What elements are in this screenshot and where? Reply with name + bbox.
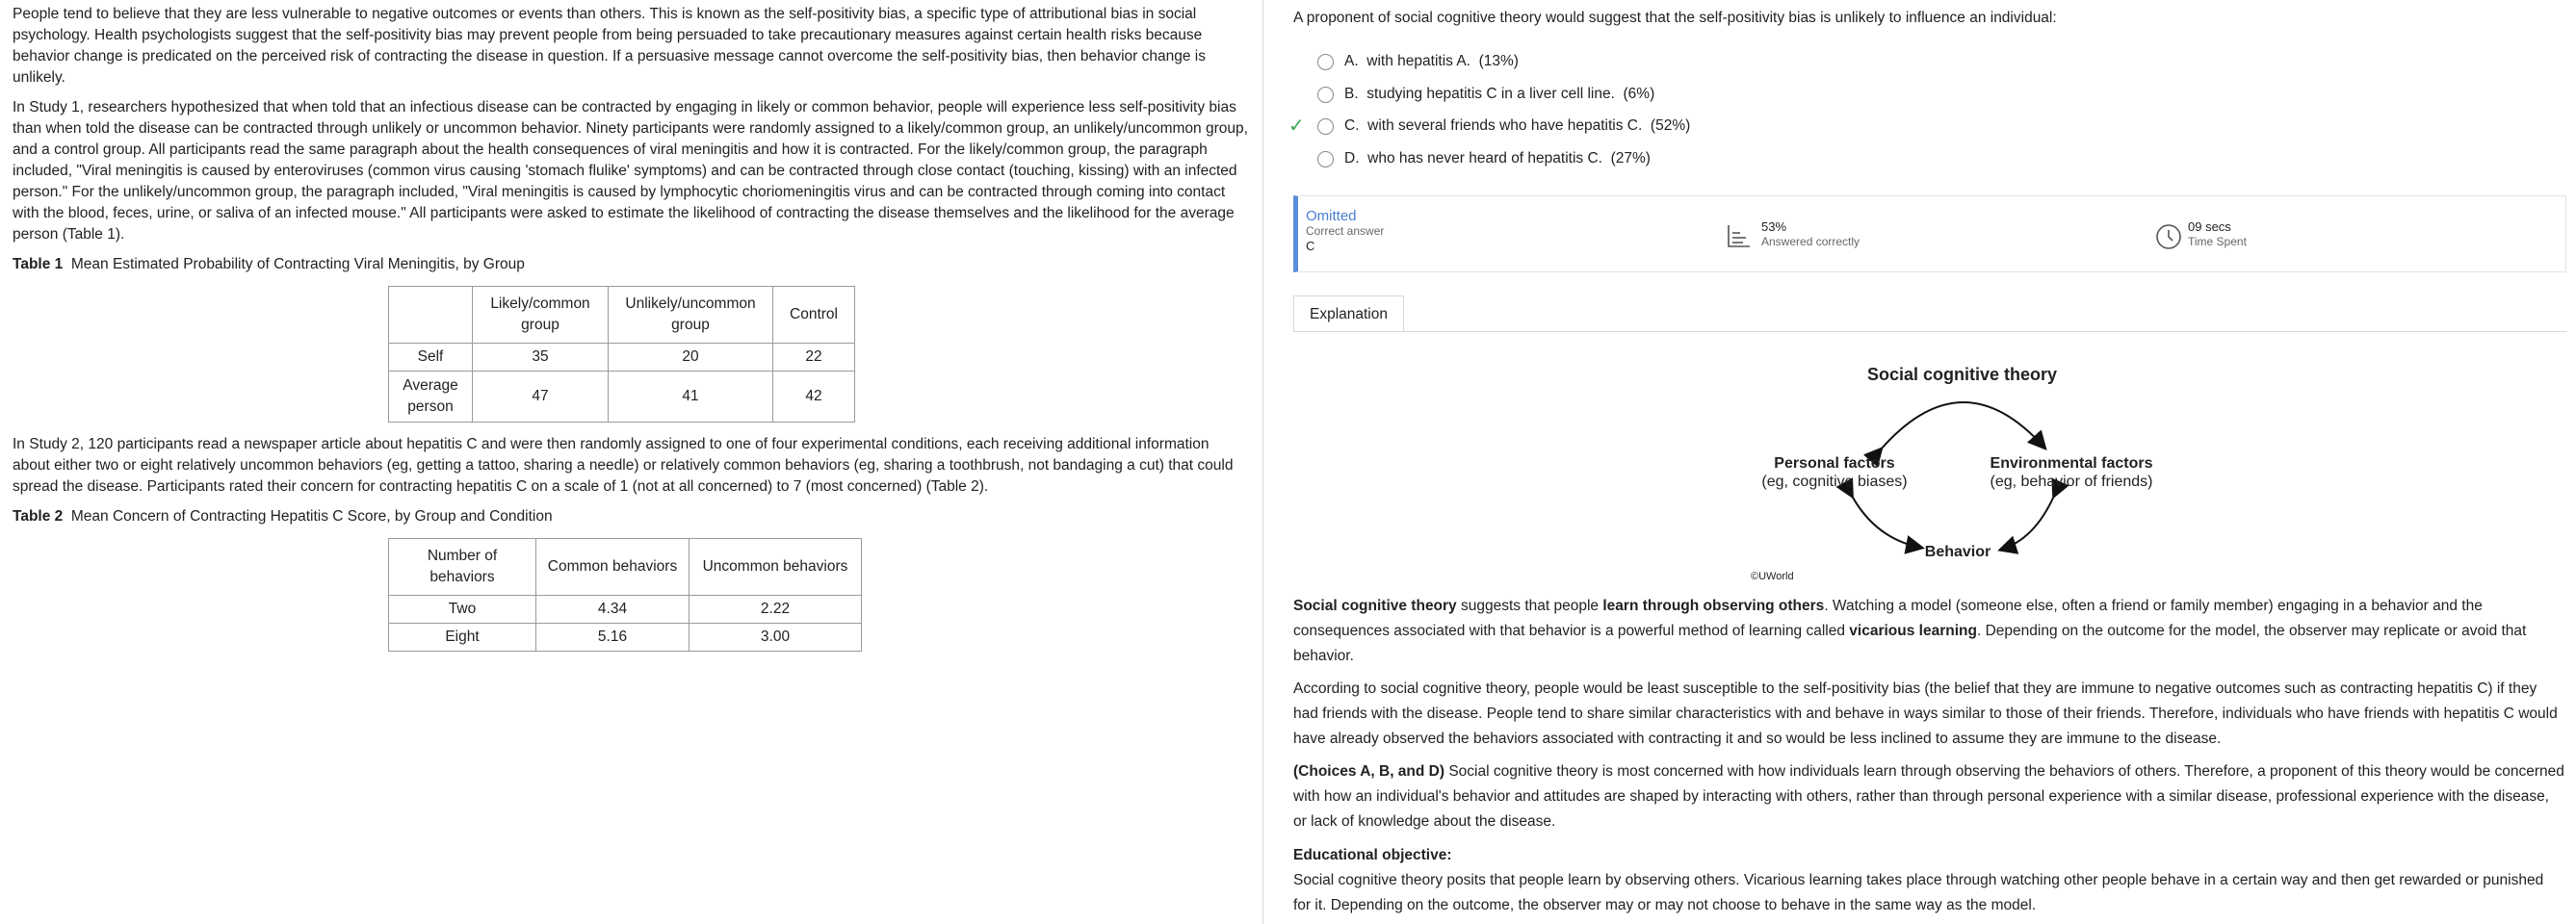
status-label: Omitted (1306, 208, 1357, 224)
choice-letter: A. (1344, 53, 1359, 69)
percent-value: 53% (1761, 219, 1787, 234)
environmental-factors-example: (eg, behavior of friends) (1990, 474, 2153, 490)
bold-term: learn through observing others (1602, 598, 1825, 614)
stats-bar (1293, 195, 2566, 272)
explanation-paragraph-1 (1293, 594, 2564, 669)
social-cognitive-diagram (1707, 351, 2227, 592)
choice-letter: D. (1344, 150, 1360, 167)
choice-text: with several friends who have hepatitis C. (1367, 117, 1643, 134)
personal-factors-label: Personal factors (1774, 455, 1895, 472)
explanation-text: . Watching a model (someone else, often a friend or family member) engaging in a behavior and the consequences associated with that behavior is a powerful method of learning called (1293, 598, 2483, 639)
correct-answer-value: C (1306, 239, 1315, 253)
answer-choice-b[interactable] (1317, 84, 1654, 105)
table1-cell: 47 (473, 372, 609, 423)
choice-percent: (13%) (1478, 53, 1519, 69)
bold-term: (Choices A, B, and D) (1293, 763, 1445, 780)
table1-header-unlikely: Unlikely/uncommon group (609, 287, 773, 344)
table2-title: Mean Concern of Contracting Hepatitis C Score, by Group and Condition (70, 508, 553, 525)
answer-choice-a[interactable] (1317, 51, 1519, 72)
choice-text: with hepatitis A. (1366, 53, 1470, 69)
table2-cell: 3.00 (690, 624, 862, 652)
table1-cell: 42 (773, 372, 855, 423)
table2-cell: 2.22 (690, 596, 862, 624)
personal-factors-example: (eg, cognitive biases) (1761, 474, 1908, 490)
radio-button[interactable] (1317, 118, 1334, 135)
educational-objective-text: Social cognitive theory posits that people learn by observing others. Vicarious learning takes place through watching other people behave in a certain way and then get rewarded or punished for it. Depending on the outcome, the observer may or may not choose to behave in the same way as the model. (1293, 872, 2544, 913)
radio-button[interactable] (1317, 54, 1334, 70)
arrow-personal-environmental (1881, 402, 2044, 449)
table1 (388, 286, 855, 423)
table-row (389, 344, 855, 372)
table2-caption (13, 506, 1262, 527)
choice-text: who has never heard of hepatitis C. (1367, 150, 1602, 167)
environmental-factors-node (1975, 454, 2168, 491)
diagram-title: Social cognitive theory (1867, 365, 2058, 384)
table1-header-likely: Likely/common group (473, 287, 609, 344)
table2-cell: 4.34 (536, 596, 690, 624)
table2 (388, 538, 862, 652)
table2-label: Table 2 (13, 508, 64, 525)
table1-title: Mean Estimated Probability of Contracting Viral Meningitis, by Group (70, 256, 525, 272)
table2-header-uncommon: Uncommon behaviors (690, 539, 862, 596)
passage-paragraph-1: People tend to believe that they are less vulnerable to negative outcomes or events than others. This is known as the self-positivity bias, a specific type of attributional bias in social psychology. Health psychologists suggest that the self-positivity bias may prevent people from being persuaded to take precautionary measures against certain health risks because behavior change is predicated on the perceived risk of contracting the disease in question. If a persuasive message cannot overcome the self-positivity bias, then behavior change is unlikely. (13, 6, 1206, 86)
time-label: Time Spent (2188, 235, 2247, 248)
table1-cell: 20 (609, 344, 773, 372)
answer-choice-d[interactable] (1317, 148, 1651, 169)
clock-icon (2155, 223, 2182, 250)
radio-button[interactable] (1317, 151, 1334, 167)
table1-header-empty (389, 287, 473, 344)
choice-percent: (52%) (1650, 117, 1691, 134)
table1-caption (13, 254, 1262, 275)
copyright-text: ©UWorld (1751, 571, 1794, 582)
percent-label: Answered correctly (1761, 235, 1860, 248)
table1-cell: Average person (389, 372, 473, 423)
choice-percent: (6%) (1623, 86, 1655, 102)
choice-letter: B. (1344, 86, 1359, 102)
correct-answer-label: Correct answer (1306, 224, 1385, 238)
table-row (389, 624, 862, 652)
bold-term: vicarious learning (1849, 623, 1977, 639)
explanation-paragraph-2: According to social cognitive theory, people would be least susceptible to the self-positivity bias (the belief that they are immune to negative outcomes such as contracting hepatitis C) if they had friends with the disease. People tend to share similar characteristics with and behave in ways similar to those of their friends. Therefore, individuals who have friends with hepatitis C would have already observed the behaviors associated with contracting it and so would be less inclined to assume they are immune to the disease. (1293, 680, 2558, 747)
question-pane (1264, 0, 2576, 924)
radio-button[interactable] (1317, 87, 1334, 103)
bar-chart-icon (1727, 223, 1752, 248)
explanation-text: suggests that people (1456, 598, 1603, 614)
arrow-environmental-behavior (2001, 496, 2054, 550)
time-value: 09 secs (2188, 219, 2231, 234)
educational-objective-heading: Educational objective: (1293, 847, 1452, 863)
table-row (389, 596, 862, 624)
table1-label: Table 1 (13, 256, 64, 272)
table1-cell: 22 (773, 344, 855, 372)
stat-answer (1306, 208, 1384, 254)
behavior-node: Behavior (1924, 544, 1991, 560)
table2-header-number: Number of behaviors (389, 539, 536, 596)
checkmark-icon: ✓ (1288, 116, 1305, 137)
stat-percent (1727, 219, 1860, 249)
arrow-personal-behavior (1852, 496, 1921, 548)
table-row (389, 372, 855, 423)
tab-explanation[interactable]: Explanation (1293, 295, 1404, 332)
choice-letter: C. (1344, 117, 1360, 134)
table1-cell: 35 (473, 344, 609, 372)
explanation-paragraph-3 (1293, 759, 2564, 834)
table1-header-control: Control (773, 287, 855, 344)
environmental-factors-label: Environmental factors (1990, 455, 2153, 472)
table2-cell: 5.16 (536, 624, 690, 652)
stat-time (2155, 219, 2247, 250)
bold-term: Social cognitive theory (1293, 598, 1457, 614)
tab-divider (1293, 331, 2566, 332)
question-stem: A proponent of social cognitive theory would suggest that the self-positivity bias is unlikely to influence an individual: (1293, 10, 2057, 26)
choice-percent: (27%) (1610, 150, 1651, 167)
explanation-text: Social cognitive theory is most concerned with how individuals learn through observing the behaviors of others. Therefore, a proponent of this theory would be concerned with how an individual's behavior and attitudes are shaped by interacting with others, rather than through personal experience with a similar disease, professional experience with the disease, or lack of knowledge about the disease. (1293, 763, 2564, 830)
choice-text: studying hepatitis C in a liver cell line. (1366, 86, 1615, 102)
passage-paragraph-2: In Study 1, researchers hypothesized that when told that an infectious disease can be contracted by engaging in likely or common behavior, people will experience less self-positivity bias than when told the disease can be contracted through unlikely or uncommon behavior. Ninety participants were randomly assigned to a likely/common group, an unlikely/uncommon group, and a control group. All participants read the same paragraph about the health consequences of viral meningitis and how it is contracted. For the likely/common group, the paragraph included, "Viral meningitis is caused by enteroviruses (common virus causing 'stomach flulike' symptoms) and can be contracted through close contact (touching, kissing) with an infected person." For the unlikely/uncommon group, the paragraph included, "Viral meningitis is caused by lymphocytic choriomeningitis virus and can be contracted through coming into contact with the blood, feces, urine, or saliva of an infected mouse." All participants were asked to estimate the likelihood of contracting the disease themselves and the likelihood for the average person (Table 1). (13, 99, 1248, 243)
passage-pane (0, 0, 1263, 924)
answer-choice-c[interactable] (1288, 116, 1691, 137)
explanation-text: . Depending on the outcome for the model, the observer may replicate or avoid that behavior. (1293, 623, 2527, 664)
table1-cell: Self (389, 344, 473, 372)
personal-factors-node (1738, 454, 1931, 491)
passage-paragraph-3: In Study 2, 120 participants read a newspaper article about hepatitis C and were then randomly assigned to one of four experimental conditions, each receiving additional information about either two or eight relatively uncommon behaviors (eg, getting a tattoo, sharing a needle) or relatively common behaviors (eg, sharing a toothbrush, not bandaging a cut) that could spread the disease. Participants rated their concern for contracting hepatitis C on a scale of 1 (not at all concerned) to 7 (most concerned) (Table 2). (13, 436, 1234, 495)
table2-cell: Two (389, 596, 536, 624)
table1-cell: 41 (609, 372, 773, 423)
table2-header-common: Common behaviors (536, 539, 690, 596)
table2-cell: Eight (389, 624, 536, 652)
